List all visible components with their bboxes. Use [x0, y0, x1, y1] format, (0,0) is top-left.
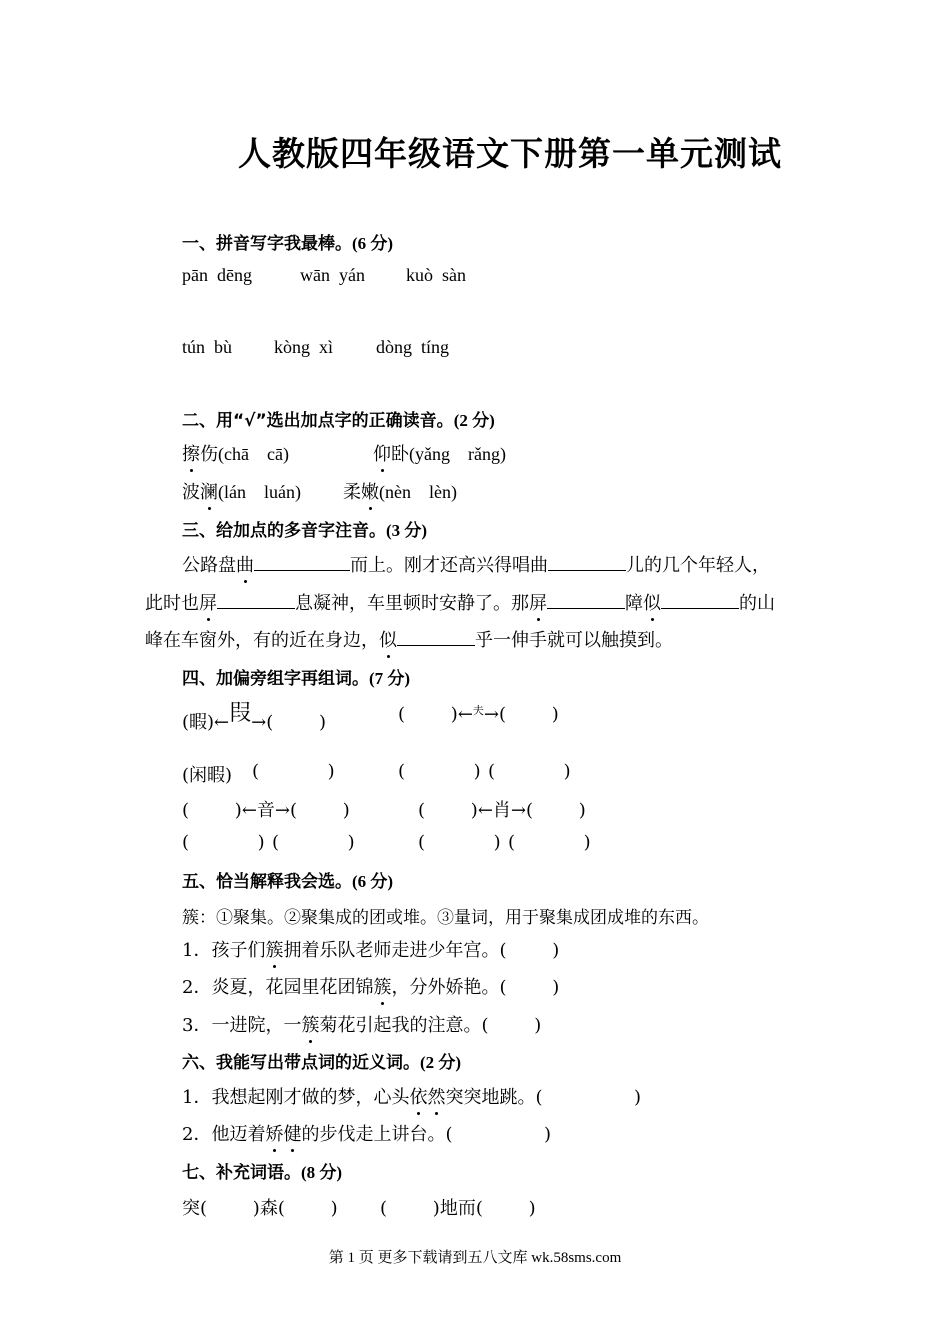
text: ( )←	[398, 704, 473, 725]
text: 儿的几个年轻人，	[626, 555, 770, 576]
section-5-score: (6 分)	[352, 872, 394, 891]
text: 障	[625, 593, 643, 614]
section-6-heading	[182, 1048, 461, 1073]
pinyin-item: tún bù	[182, 337, 233, 357]
dotted-char: 簇	[301, 1011, 319, 1037]
word-answer[interactable]: ( )	[272, 832, 355, 853]
pinyin-row-1	[182, 265, 486, 286]
text: 息凝神，车里顿时安静了。那	[295, 593, 529, 614]
dotted-char: 屏	[529, 589, 547, 615]
choice-item-2	[182, 973, 559, 999]
pinyin-item: kuò sàn	[406, 265, 466, 285]
section-3-score: (3 分)	[386, 521, 428, 540]
dotted-char: 澜	[200, 478, 218, 504]
char: 伤	[200, 444, 218, 465]
section-4-score: (7 分)	[369, 669, 411, 688]
word-answer[interactable]: ( )	[398, 761, 481, 782]
reading-options: (lán luán)	[218, 482, 301, 502]
char: 柔	[343, 482, 361, 503]
radical-char: 夫	[472, 704, 484, 717]
choice-item-3	[182, 1011, 541, 1037]
synonym-item-2	[182, 1120, 551, 1146]
definition-text: 簇：①聚集。②聚集成的团或堆。③量词，用于聚集成团成堆的东西。	[182, 908, 709, 928]
section-2-title: 二、用“√”选出加点字的正确读音。	[182, 411, 454, 431]
section-1-score: (6 分)	[352, 234, 394, 253]
text: 乎一伸手就可以触摸到。	[475, 630, 673, 651]
dotted-char: 似	[643, 589, 661, 615]
text: (暇)←	[182, 712, 230, 733]
word-answer[interactable]: ( )	[488, 761, 571, 782]
text: 突突地跳。( )	[445, 1087, 642, 1108]
dotted-char: 健	[283, 1120, 301, 1146]
pinyin-item: dòng tíng	[376, 337, 450, 357]
dotted-char: 仰	[373, 440, 391, 466]
radical-group-2	[398, 704, 559, 725]
text: 公路盘	[182, 555, 236, 576]
text: 峰在车窗外，有的近在身边，	[145, 630, 379, 651]
dotted-char: 矫	[265, 1120, 283, 1146]
reading-item-1	[182, 440, 289, 466]
pinyin-row-2	[182, 337, 469, 358]
text: 的步伐走上讲台。( )	[301, 1124, 552, 1145]
radical-group-4: ( )←肖→( )	[418, 800, 586, 821]
reading-options: (nèn lèn)	[379, 482, 457, 502]
dotted-char: 簇	[373, 973, 391, 999]
answer-blank[interactable]	[661, 592, 739, 609]
dotted-char: 然	[427, 1083, 445, 1109]
answer-blank[interactable]	[547, 592, 625, 609]
text: ，分外娇艳。( )	[391, 977, 560, 998]
reading-item-3	[182, 478, 301, 504]
dotted-char: 屏	[199, 589, 217, 615]
section-4-title: 四、加偏旁组字再组词。	[182, 669, 369, 689]
section-7-title: 七、补充词语。	[182, 1163, 301, 1183]
section-6-title: 六、我能写出带点词的近义词。	[182, 1053, 420, 1073]
pinyin-item: pān dēng	[182, 265, 252, 285]
section-3-title: 三、给加点的多音字注音。	[182, 521, 386, 541]
char: 卧	[391, 444, 409, 465]
text: 此时也	[145, 593, 199, 614]
radical-group-1	[182, 701, 327, 735]
section-7-score: (8 分)	[301, 1163, 343, 1182]
text: →( )	[483, 704, 559, 725]
answer-blank[interactable]	[254, 554, 350, 571]
answer-blank[interactable]	[397, 629, 475, 646]
text: 的山	[739, 593, 775, 614]
text: 2．他迈着	[182, 1124, 266, 1145]
word-answer[interactable]: ( )	[182, 832, 265, 853]
paragraph-line-2	[145, 589, 775, 615]
reading-item-4	[343, 478, 457, 504]
idiom-fill-1[interactable]: 突( )森( )	[182, 1198, 338, 1219]
word-answer: (闲暇)	[182, 765, 233, 786]
dotted-char: 曲	[236, 551, 254, 577]
radical-char: 叚	[229, 701, 252, 726]
section-2-heading	[182, 406, 495, 431]
choice-item-1	[182, 936, 559, 962]
dotted-char: 依	[409, 1083, 427, 1109]
idiom-fill-2[interactable]: ( )地而( )	[380, 1198, 536, 1219]
reading-item-2	[373, 440, 506, 466]
text: 而上。刚才还高兴得唱曲	[350, 555, 548, 576]
page-footer: 第 1 页 更多下载请到五八文库 wk.58sms.com	[328, 1250, 622, 1266]
word-answer[interactable]: ( )	[418, 832, 501, 853]
paragraph-line-1	[182, 551, 770, 577]
text: 1．孩子们	[182, 940, 266, 961]
section-2-score: (2 分)	[453, 411, 495, 430]
text: 拥着乐队老师走进少年宫。( )	[283, 940, 560, 961]
dotted-char: 嫩	[361, 478, 379, 504]
reading-options: (chā cā)	[218, 444, 289, 464]
text: 2．炎夏，花园里花团锦	[182, 977, 374, 998]
reading-options: (yǎng rǎng)	[409, 444, 506, 464]
section-5-heading	[182, 867, 393, 892]
answer-blank[interactable]	[548, 554, 626, 571]
section-3-heading	[182, 516, 427, 541]
section-4-heading	[182, 664, 410, 689]
pinyin-item: kòng xì	[274, 337, 334, 357]
synonym-item-1	[182, 1083, 641, 1109]
text: 1．我想起刚才做的梦，心头	[182, 1087, 410, 1108]
section-1-title: 一、拼音写字我最棒。	[182, 234, 352, 254]
section-1-heading	[182, 229, 393, 254]
section-5-title: 五、恰当解释我会选。	[182, 872, 352, 892]
char: 波	[182, 482, 200, 503]
section-6-score: (2 分)	[420, 1053, 462, 1072]
word-answer[interactable]: ( )	[252, 761, 335, 782]
section-7-heading	[182, 1158, 342, 1183]
paragraph-line-3	[145, 626, 673, 652]
answer-blank[interactable]	[217, 592, 295, 609]
text: →( )	[251, 712, 327, 733]
pinyin-item: wān yán	[300, 265, 365, 285]
word-answer[interactable]: ( )	[508, 832, 591, 853]
dotted-char: 擦	[182, 440, 200, 466]
dotted-char: 似	[379, 626, 397, 652]
text: 菊花引起我的注意。( )	[319, 1015, 542, 1036]
dotted-char: 簇	[265, 936, 283, 962]
text: 3．一进院，一	[182, 1015, 302, 1036]
radical-group-3: ( )←音→( )	[182, 800, 350, 821]
page-title: 人教版四年级语文下册第一单元测试	[238, 134, 782, 173]
